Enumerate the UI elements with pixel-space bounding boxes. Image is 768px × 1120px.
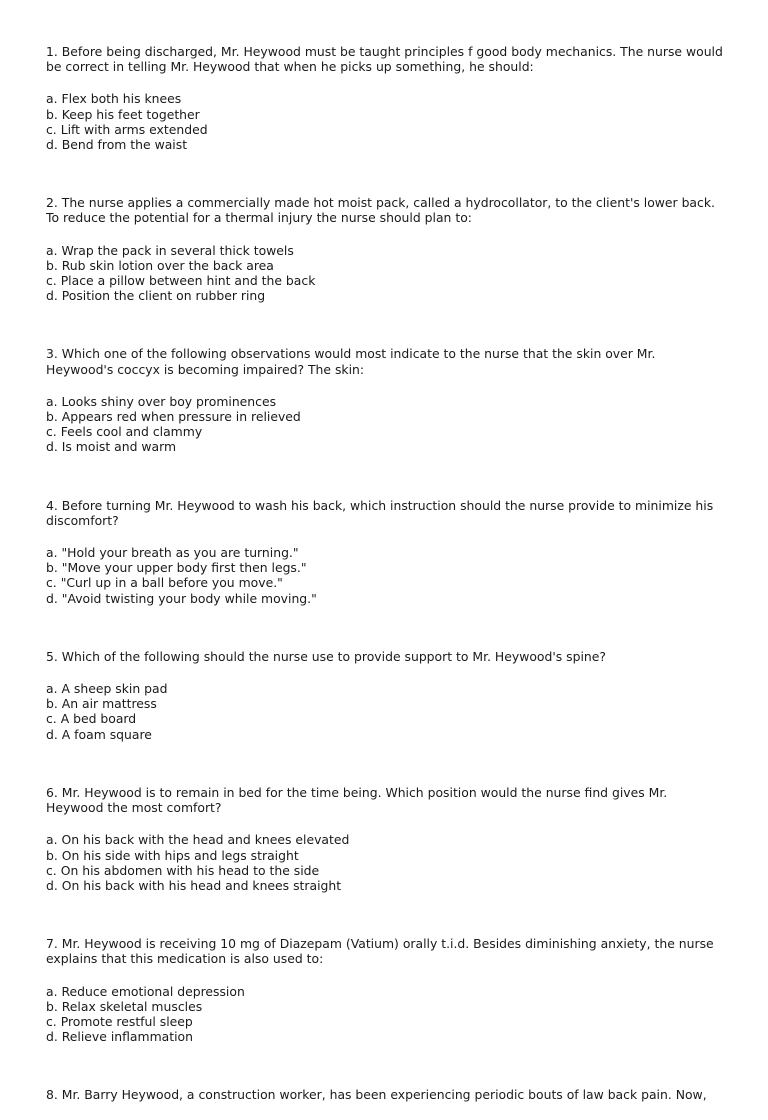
answer-option-c: c. Promote restful sleep [46, 1013, 193, 1029]
answer-options [46, 681, 726, 742]
answer-option-b: b. On his side with hips and legs straight [46, 847, 299, 863]
answer-option-b: b. Relax skeletal muscles [46, 998, 203, 1014]
answer-option-d: d. "Avoid twisting your body while moving." [46, 590, 317, 606]
answer-option-a: a. Reduce emotional depression [46, 983, 245, 999]
question-stem: 3. Which one of the following observations would most indicate to the nurse that the skin over Mr. Heywood's coccyx is becoming impaired? The skin: [46, 346, 656, 377]
answer-option-b: b. Keep his feet together [46, 106, 200, 122]
answer-option-a: a. Flex both his knees [46, 91, 182, 107]
answer-option-d: d. Is moist and warm [46, 439, 177, 455]
question-4 [46, 498, 726, 606]
answer-option-c: c. Place a pillow between hint and the back [46, 273, 316, 289]
answer-option-b: b. Rub skin lotion over the back area [46, 257, 274, 273]
question-stem: 2. The nurse applies a commercially made hot moist pack, called a hydrocollator, to the client's lower back. To reduce the potential for a thermal injury the nurse should plan to: [46, 195, 715, 226]
answer-option-c: c. Feels cool and clammy [46, 424, 203, 440]
question-stem: 7. Mr. Heywood is receiving 10 mg of Diazepam (Vatium) orally t.i.d. Besides diminishing anxiety, the nurse explains that this medication is also used to: [46, 936, 714, 967]
question-1 [46, 44, 726, 152]
document-page [46, 44, 726, 1120]
answer-option-d: d. Position the client on rubber ring [46, 288, 266, 304]
answer-option-b: b. Appears red when pressure in relieved [46, 409, 301, 425]
question-stem: 8. Mr. Barry Heywood, a construction worker, has been experiencing periodic bouts of law back pain. Now, [46, 1087, 707, 1103]
answer-option-d: d. Relieve inflammation [46, 1029, 193, 1045]
answer-option-a: a. "Hold your breath as you are turning." [46, 545, 299, 561]
question-2 [46, 195, 726, 303]
question-stem: 5. Which of the following should the nurse use to provide support to Mr. Heywood's spine? [46, 648, 606, 664]
answer-options [46, 394, 726, 455]
question-stem: 6. Mr. Heywood is to remain in bed for the time being. Which position would the nurse find gives Mr. Heywood the most comfort? [46, 784, 668, 816]
answer-option-c: c. "Curl up in a ball before you move." [46, 575, 283, 591]
question-7 [46, 936, 726, 1044]
answer-options [46, 545, 726, 606]
question-5 [46, 649, 726, 742]
answer-options [46, 91, 726, 152]
question-6 [46, 785, 726, 893]
question-8 [46, 1087, 726, 1102]
question-stem: 4. Before turning Mr. Heywood to wash his back, which instruction should the nurse provide to minimize his discomfort? [46, 497, 714, 528]
answer-option-c: c. On his abdomen with his head to the side [46, 862, 320, 878]
answer-options [46, 984, 726, 1045]
answer-option-d: d. Bend from the waist [46, 137, 188, 153]
answer-option-a: a. A sheep skin pad [46, 681, 168, 697]
answer-option-c: c. Lift with arms extended [46, 121, 208, 137]
answer-options [46, 243, 726, 304]
answer-options [46, 832, 726, 893]
answer-option-c: c. A bed board [46, 711, 137, 727]
question-3 [46, 346, 726, 454]
question-stem: 1. Before being discharged, Mr. Heywood must be taught principles f good body mechanics. The nurse would be correct in telling Mr. Heywood that when he picks up something, he should: [46, 44, 723, 75]
answer-option-b: b. "Move your upper body first then legs." [46, 560, 307, 576]
answer-option-a: a. On his back with the head and knees elevated [46, 832, 350, 848]
answer-option-d: d. On his back with his head and knees straight [46, 877, 342, 893]
answer-option-a: a. Looks shiny over boy prominences [46, 393, 277, 409]
answer-option-a: a. Wrap the pack in several thick towels [46, 242, 294, 258]
answer-option-b: b. An air mattress [46, 696, 157, 712]
answer-option-d: d. A foam square [46, 726, 152, 742]
